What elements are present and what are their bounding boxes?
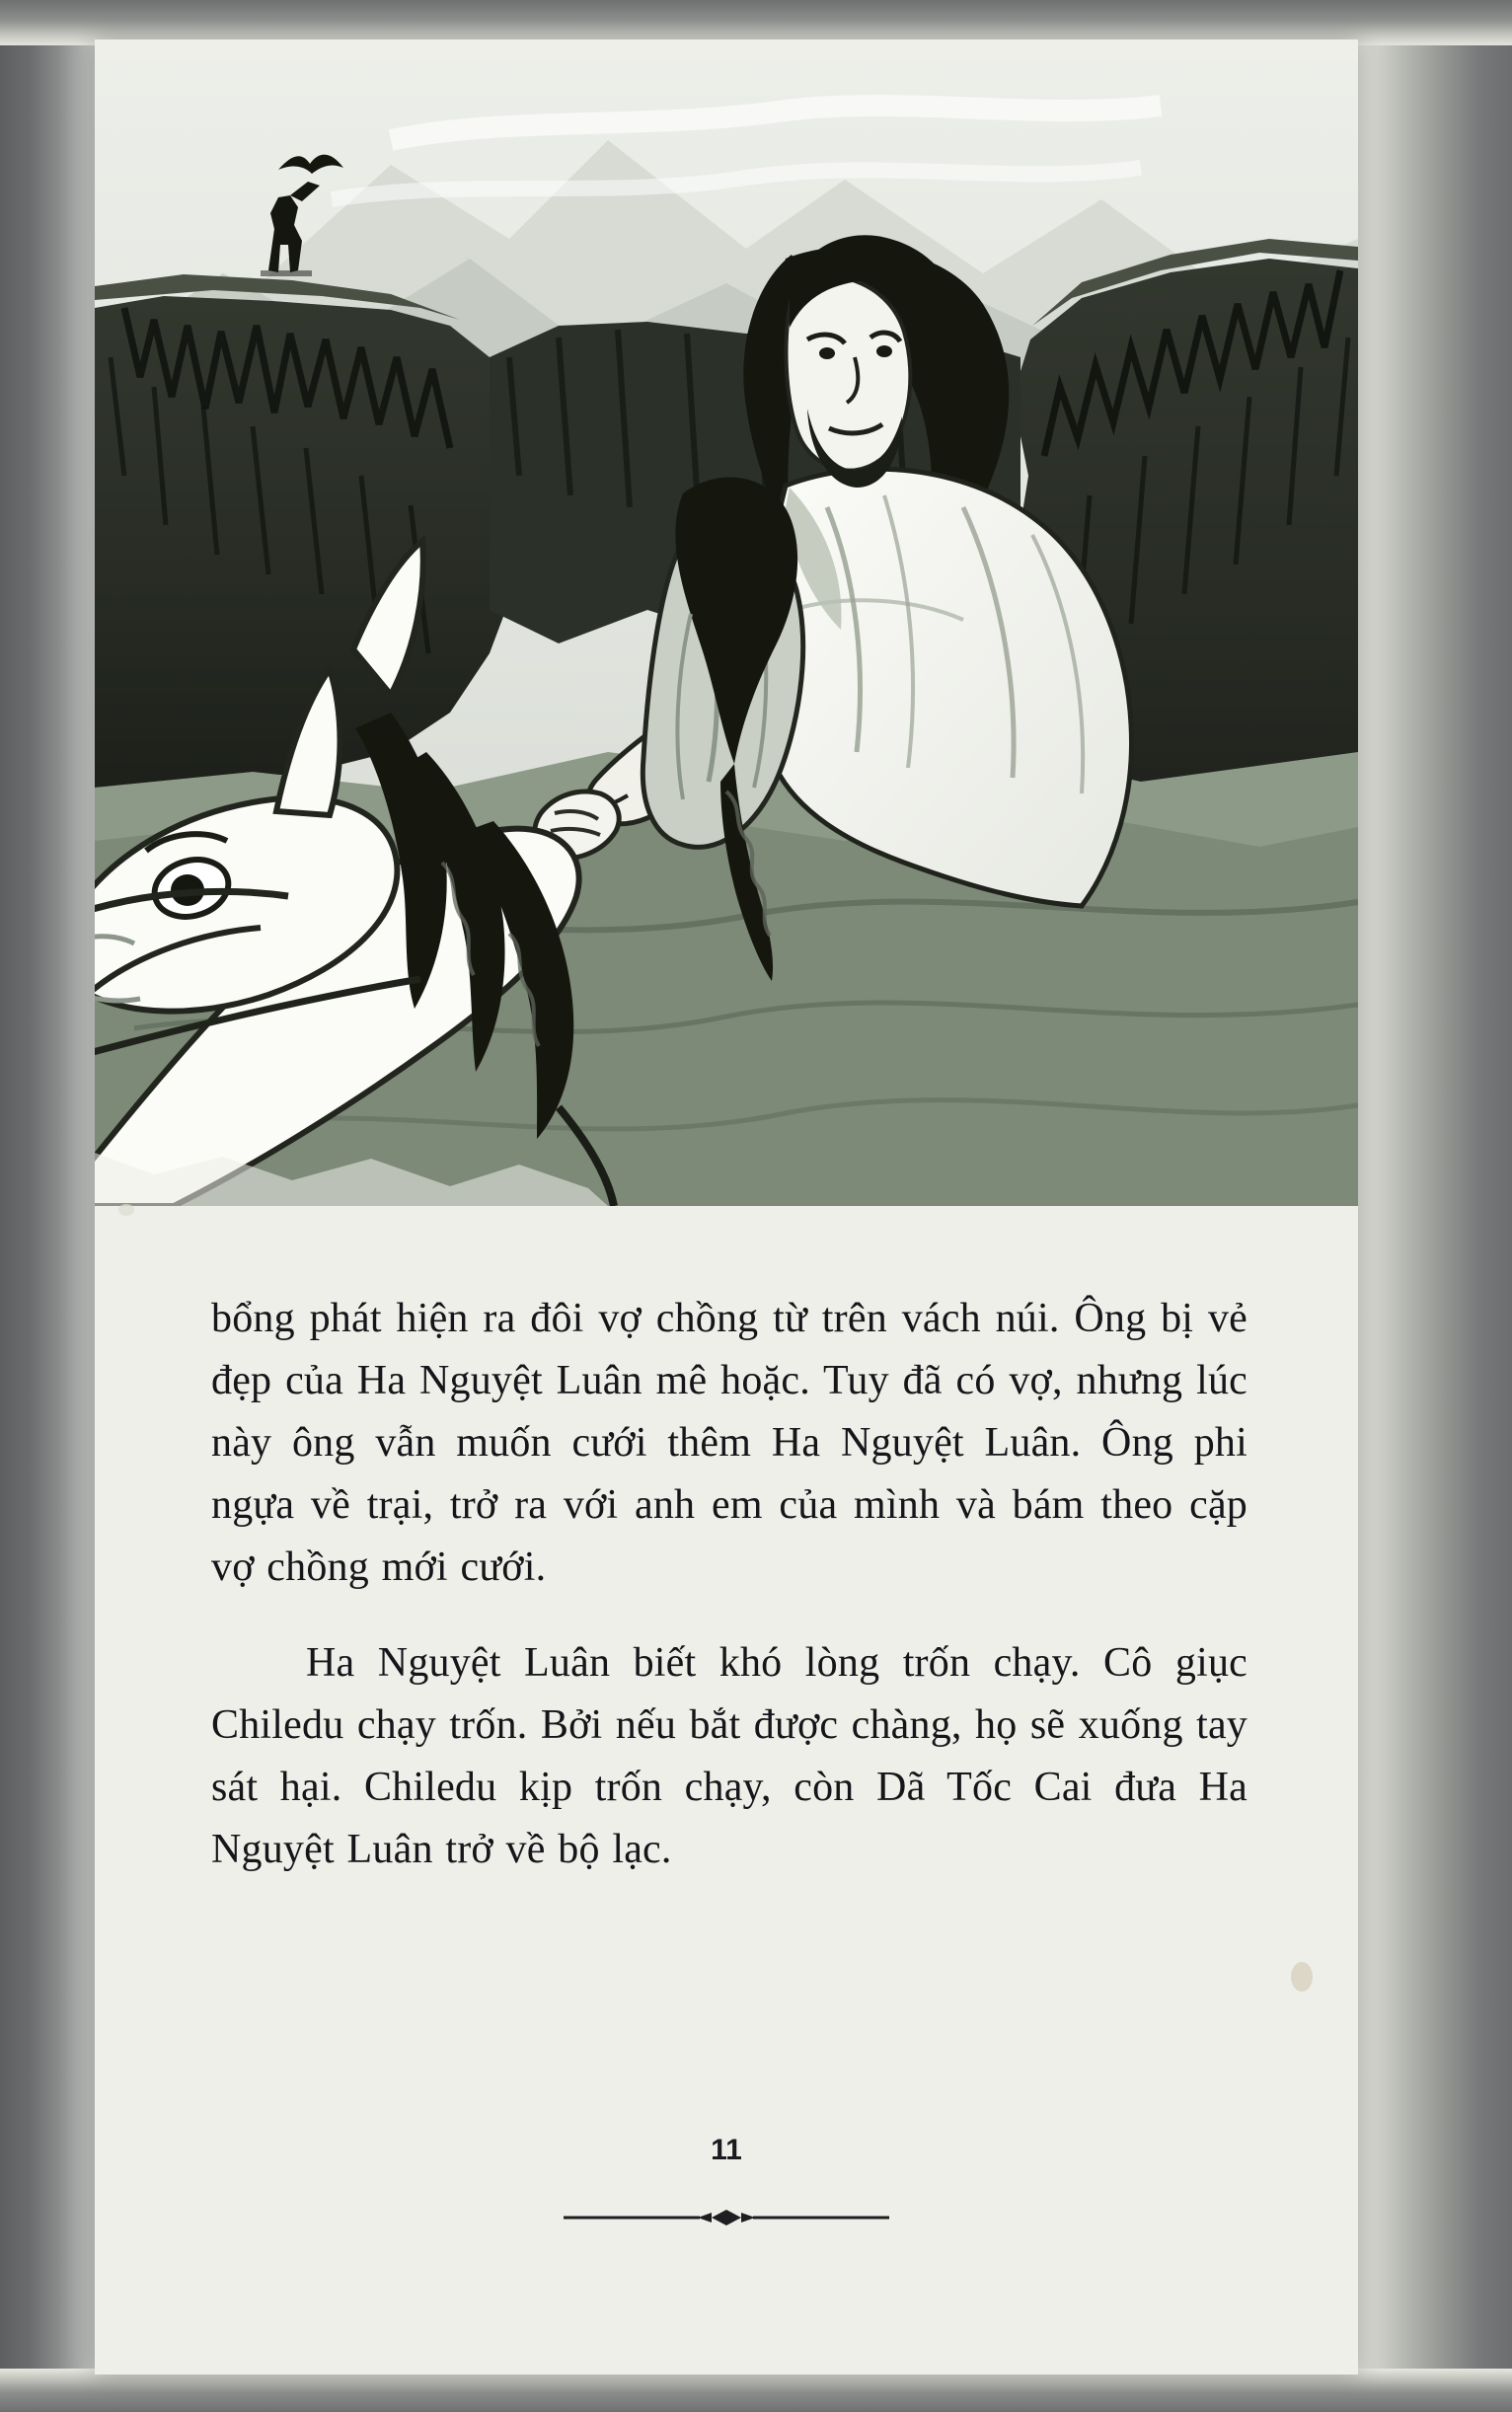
paragraph-2: Ha Nguyệt Luân biết khó lòng trốn chạy. Cô giục Chiledu chạy trốn. Bởi nếu bắt được chàng, họ sẽ xuống tay sát hại. Chiledu kịp trốn chạy, còn Dã Tốc Cai đưa Ha Nguyệt Luân trở về bộ lạc. <box>211 1640 1247 1872</box>
body-text <box>211 1288 1247 1889</box>
scanner-bottom-shadow <box>0 2369 1512 2412</box>
paper-blemish <box>1291 1962 1313 1992</box>
page-number: 11 <box>711 2134 742 2166</box>
illustration <box>95 61 1358 1206</box>
diamond-divider-rule <box>564 2207 889 2228</box>
paragraph-1: bổng phát hiện ra đôi vợ chồng từ trên vách núi. Ông bị vẻ đẹp của Ha Nguyệt Luân mê hoặc. Tuy đã có vợ, nhưng lúc này ông vẫn muốn cưới thêm Ha Nguyệt Luân. Ông phi ngựa về trại, trở ra với anh em của mình và bám theo cặp vợ chồng mới cưới. <box>211 1296 1247 1590</box>
paper-blemish <box>118 1204 134 1216</box>
paper-sheet <box>95 39 1358 2374</box>
